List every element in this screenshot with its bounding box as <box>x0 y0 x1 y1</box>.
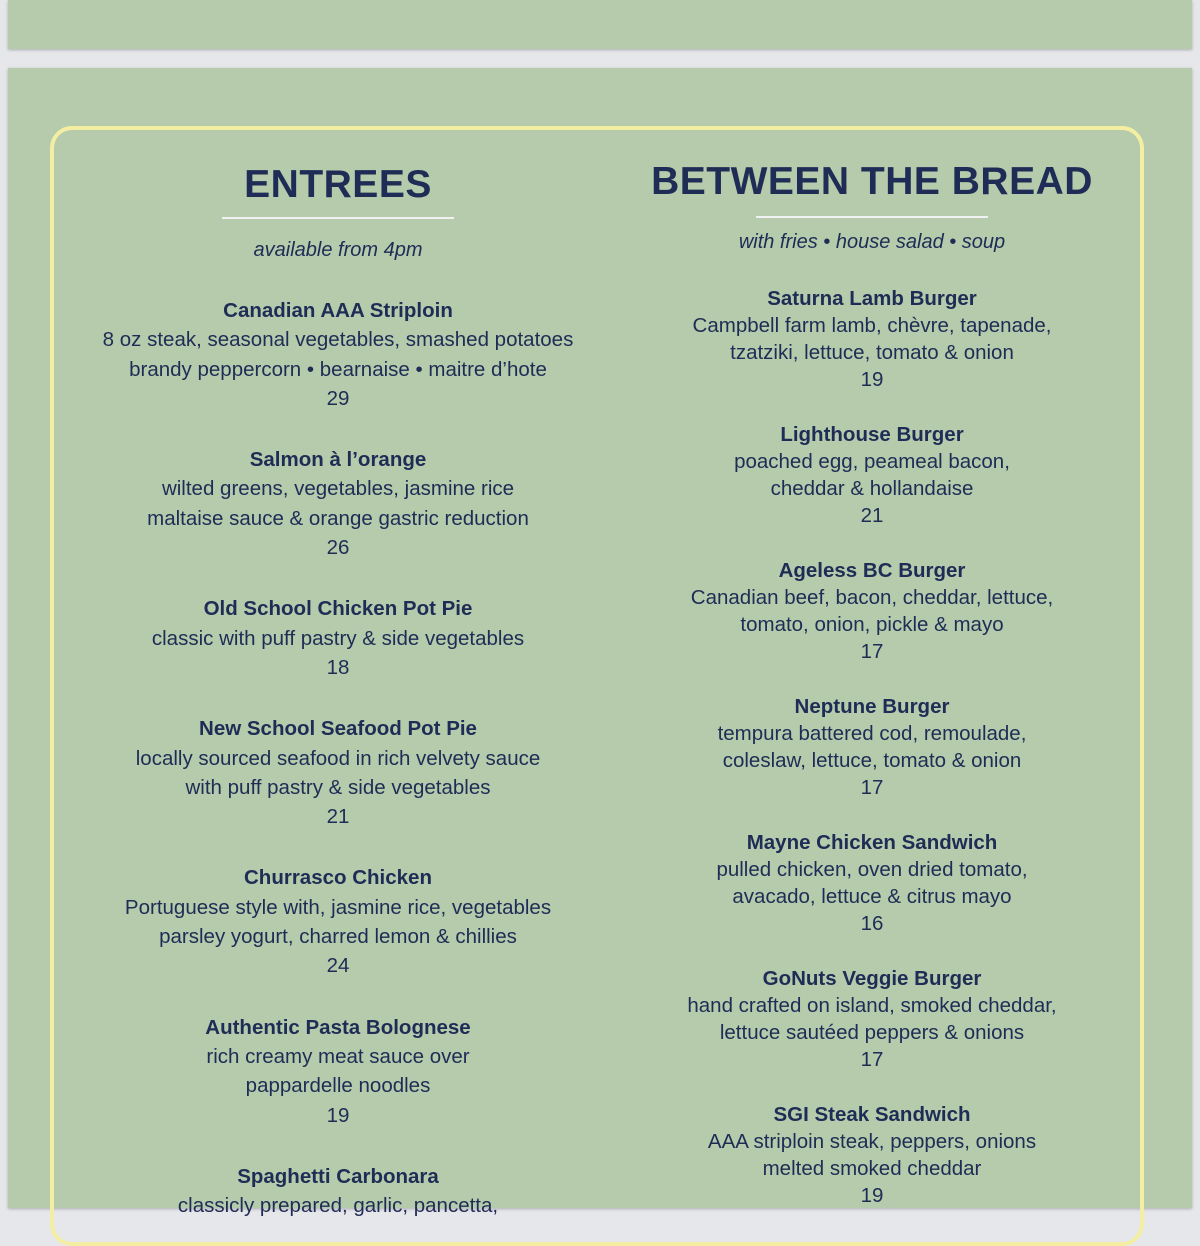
menu-item-description: locally sourced seafood in rich velvety sauce <box>135 746 541 770</box>
menu-item <box>64 594 612 682</box>
between-the-bread-title: BETWEEN THE BREAD <box>651 160 1093 203</box>
entrees-list <box>64 296 612 1220</box>
menu-item <box>602 829 1142 937</box>
menu-item <box>64 863 612 980</box>
menu-item-price: 24 <box>326 954 350 978</box>
menu-item-description: hand crafted on island, smoked cheddar, <box>687 994 1057 1017</box>
menu-item-price: 17 <box>860 776 884 799</box>
menu-item-description: maltaise sauce & orange gastric reduction <box>147 506 529 530</box>
menu-page <box>8 68 1192 1218</box>
menu-item-price: 21 <box>326 805 350 829</box>
menu-item <box>64 445 612 562</box>
menu-item-price: 17 <box>860 1048 884 1071</box>
menu-item-description: with puff pastry & side vegetables <box>185 775 491 799</box>
between-the-bread-section <box>602 130 1142 1237</box>
menu-item-name: Ageless BC Burger <box>778 559 966 582</box>
menu-item <box>602 1101 1142 1209</box>
menu-item-description: rich creamy meat sauce over <box>206 1044 470 1068</box>
menu-item <box>64 296 612 413</box>
menu-item-name: Old School Chicken Pot Pie <box>203 597 473 621</box>
menu-item-price: 29 <box>326 386 350 410</box>
menu-item-name: SGI Steak Sandwich <box>773 1103 971 1126</box>
menu-item-description: brandy peppercorn • bearnaise • maitre d’hote <box>129 357 547 381</box>
menu-item-description: Portuguese style with, jasmine rice, vegetables <box>124 895 552 919</box>
entrees-title: ENTREES <box>244 163 432 206</box>
entrees-divider <box>222 217 454 219</box>
menu-item-description: melted smoked cheddar <box>762 1157 982 1180</box>
menu-item-description: lettuce sautéed peppers & onions <box>719 1021 1025 1044</box>
menu-item-name: New School Seafood Pot Pie <box>199 717 477 741</box>
menu-item-description: classic with puff pastry & side vegetables <box>151 626 525 650</box>
menu-item <box>602 421 1142 529</box>
menu-item-description: wilted greens, vegetables, jasmine rice <box>161 477 515 501</box>
entrees-section <box>64 130 612 1246</box>
menu-item-price: 18 <box>326 655 350 679</box>
menu-item <box>64 714 612 831</box>
menu-item-name: Canadian AAA Striploin <box>223 299 453 322</box>
menu-item-name: Salmon à l’orange <box>249 448 427 472</box>
menu-item-description: parsley yogurt, charred lemon & chillies <box>159 925 517 949</box>
menu-frame <box>50 126 1144 1246</box>
menu-item-name: Spaghetti Carbonara <box>237 1164 439 1188</box>
menu-item-description: 8 oz steak, seasonal vegetables, smashed potatoes <box>102 328 574 352</box>
menu-item-price: 19 <box>860 1184 884 1207</box>
between-the-bread-divider <box>756 216 988 218</box>
between-the-bread-subtitle: with fries • house salad • soup <box>738 231 1006 253</box>
menu-item-name: Mayne Chicken Sandwich <box>746 831 998 854</box>
menu-item-price: 26 <box>326 536 350 560</box>
menu-item <box>64 1013 612 1130</box>
menu-item-price: 16 <box>860 912 884 935</box>
menu-item-description: tzatziki, lettuce, tomato & onion <box>730 341 1014 364</box>
menu-item <box>602 285 1142 393</box>
menu-item-description: tempura battered cod, remoulade, <box>717 722 1027 745</box>
menu-item-name: Authentic Pasta Bolognese <box>205 1015 471 1039</box>
menu-item-name: Churrasco Chicken <box>244 866 432 890</box>
previous-page <box>8 0 1192 49</box>
menu-item-description: tomato, onion, pickle & mayo <box>740 613 1004 636</box>
menu-item-description: AAA striploin steak, peppers, onions <box>707 1130 1037 1153</box>
menu-item-name: Saturna Lamb Burger <box>767 287 977 310</box>
menu-item-description: cheddar & hollandaise <box>770 477 974 500</box>
entrees-subtitle: available from 4pm <box>253 239 423 261</box>
menu-item-price: 17 <box>860 640 884 663</box>
menu-item <box>602 965 1142 1073</box>
menu-item-description: pappardelle noodles <box>245 1074 431 1098</box>
menu-item-name: GoNuts Veggie Burger <box>762 967 982 990</box>
menu-item-description: classicly prepared, garlic, pancetta, <box>177 1194 499 1218</box>
menu-item-name: Lighthouse Burger <box>780 423 964 446</box>
menu-item-name: Neptune Burger <box>794 695 950 718</box>
menu-item <box>602 693 1142 801</box>
menu-item-price: 19 <box>860 368 884 391</box>
menu-item-description: Canadian beef, bacon, cheddar, lettuce, <box>690 586 1054 609</box>
between-the-bread-list <box>602 285 1142 1209</box>
menu-item-description: Campbell farm lamb, chèvre, tapenade, <box>692 314 1052 337</box>
menu-item-description: coleslaw, lettuce, tomato & onion <box>722 749 1022 772</box>
menu-item <box>64 1162 612 1221</box>
menu-item-price: 19 <box>326 1103 350 1127</box>
menu-item-description: poached egg, peameal bacon, <box>734 450 1010 473</box>
menu-item <box>602 557 1142 665</box>
menu-item-description: pulled chicken, oven dried tomato, <box>716 858 1028 881</box>
menu-item-description: avacado, lettuce & citrus mayo <box>732 885 1012 908</box>
menu-item-price: 21 <box>860 504 884 527</box>
